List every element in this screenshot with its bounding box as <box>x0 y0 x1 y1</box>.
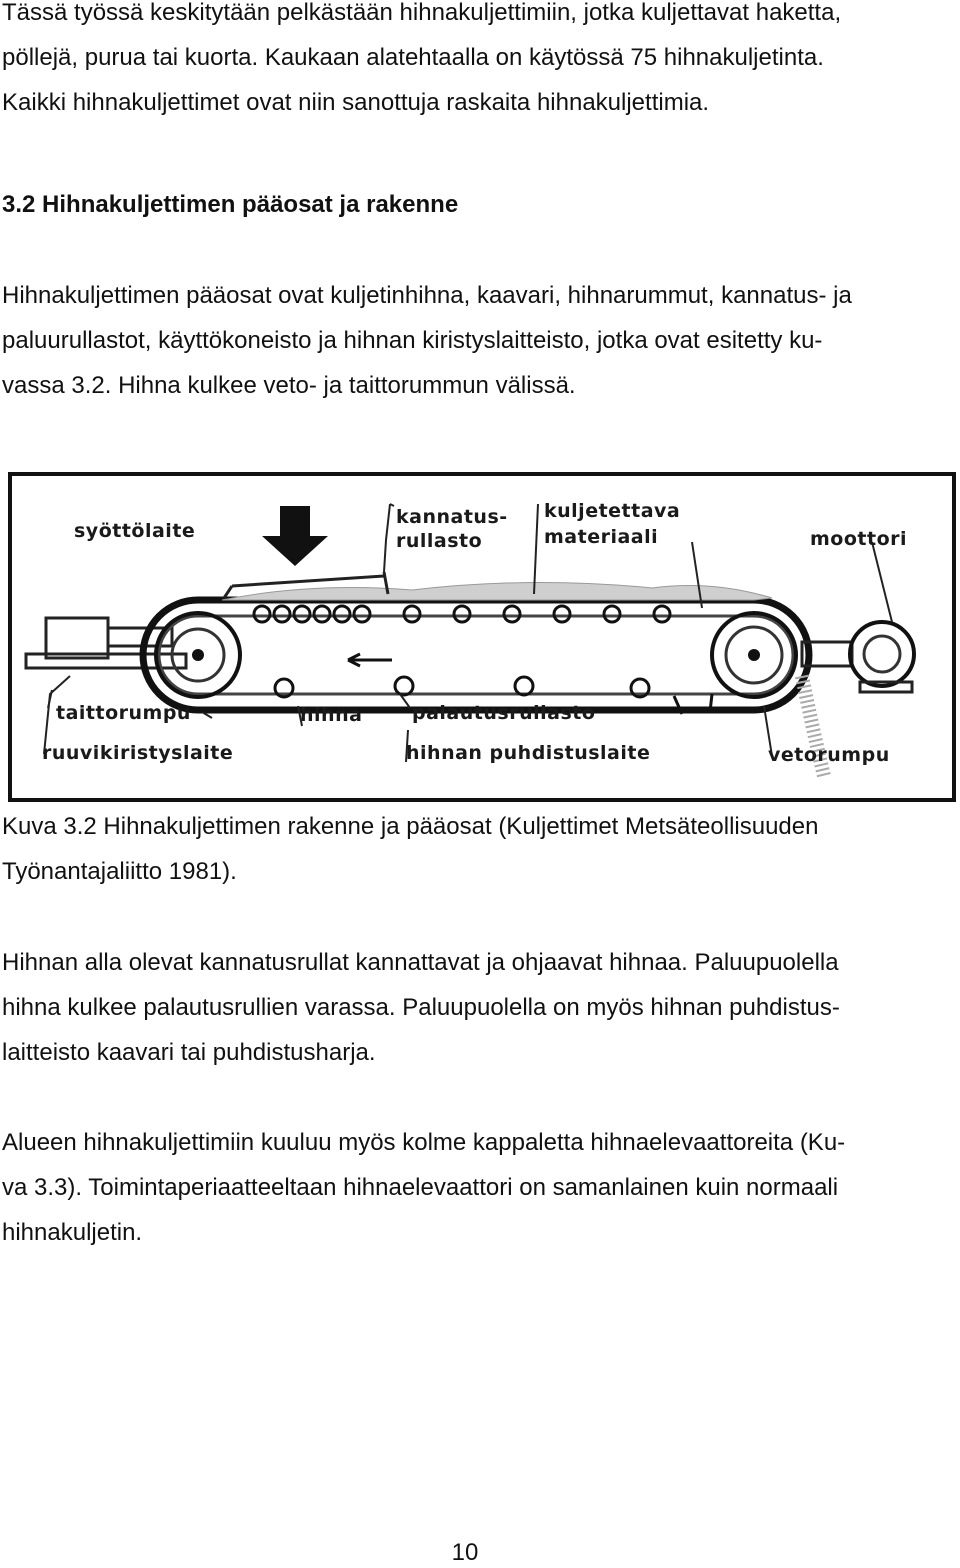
label-feeder: syöttölaite <box>74 520 196 542</box>
text-line: laitteisto kaavari tai puhdistusharja. <box>2 1039 376 1066</box>
section-heading: 3.2 Hihnakuljettimen pääosat ja rakenne <box>2 191 459 218</box>
label-screw-tensioner: ruuvikiristyslaite <box>42 742 234 764</box>
page-number: 10 <box>451 1539 479 1566</box>
label-material-2: materiaali <box>544 526 659 548</box>
support-rollers <box>254 606 670 622</box>
label-support-rollers-2: rullasto <box>396 530 483 552</box>
text-line: hihna kulkee palautusrullien varassa. Paluupuolella on myös hihnan puhdistus- <box>2 994 840 1021</box>
caption-line: Kuva 3.2 Hihnakuljettimen rakenne ja pääosat (Kuljettimet Metsäteollisuuden <box>2 813 819 840</box>
conveyor-figure <box>8 472 956 802</box>
label-belt-cleaner: hihnan puhdistuslaite <box>406 742 651 764</box>
paragraph-rollers <box>2 940 930 1075</box>
text-line: hihnakuljetin. <box>2 1219 143 1246</box>
paragraph-elevators <box>2 1120 930 1255</box>
label-tail-drum: taittorumpu <box>56 702 191 724</box>
text-line: va 3.3). Toimintaperiaatteeltaan hihnaelevaattori on samanlainen kuin normaali <box>2 1174 839 1201</box>
label-return-rollers: palautusrullasto <box>412 702 596 724</box>
label-belt: hihna <box>300 704 363 726</box>
figure-caption <box>2 804 930 894</box>
material-heap <box>222 582 772 600</box>
intro-paragraph <box>2 0 930 125</box>
section-paragraph <box>2 273 930 408</box>
text-line: Alueen hihnakuljettimiin kuuluu myös kolme kappaletta hihnaelevaattoreita (Ku- <box>2 1129 846 1156</box>
label-motor: moottori <box>810 528 908 550</box>
text-line: vassa 3.2. Hihna kulkee veto- ja taittorummun välissä. <box>2 372 576 399</box>
text-line: Tässä työssä keskitytään pelkästään hihnakuljettimiin, jotka kuljettavat haketta, <box>2 0 842 26</box>
caption-line: Työnantajaliitto 1981). <box>2 858 237 885</box>
text-line: paluurullastot, käyttökoneisto ja hihnan kiristyslaitteisto, jotka ovat esitetty ku- <box>2 327 823 354</box>
label-material: kuljetettava <box>544 500 681 522</box>
screw-tensioner-body <box>46 618 108 658</box>
motor-body <box>850 622 914 686</box>
text-line: Hihnan alla olevat kannatusrullat kannattavat ja ohjaavat hihnaa. Paluupuolella <box>2 949 839 976</box>
text-line: Hihnakuljettimen pääosat ovat kuljetinhihna, kaavari, hihnarummut, kannatus- ja <box>2 282 852 309</box>
feed-arrow <box>262 506 328 566</box>
label-support-rollers: kannatus- <box>396 506 508 528</box>
label-drive-drum: vetorumpu <box>768 744 890 766</box>
text-line: Kaikki hihnakuljettimet ovat niin sanottuja raskaita hihnakuljettimia. <box>2 89 710 116</box>
text-line: pöllejä, purua tai kuorta. Kaukaan alatehtaalla on käytössä 75 hihnakuljetinta. <box>2 44 824 71</box>
